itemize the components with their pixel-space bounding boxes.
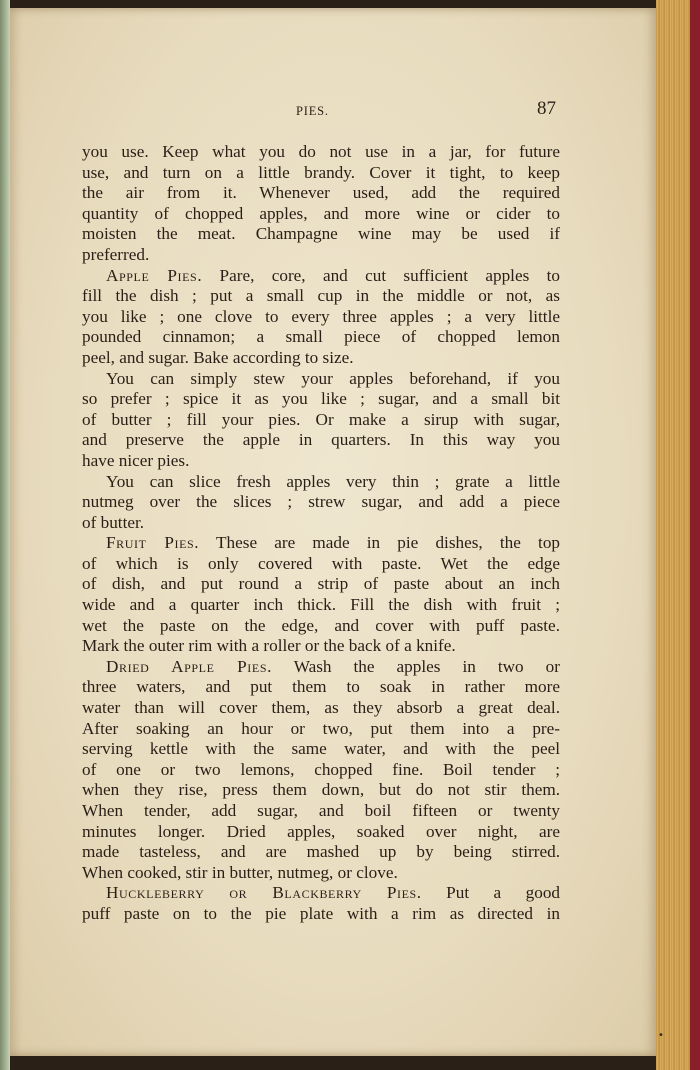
text-line: puff paste on to the pie plate with a rim as directed in <box>82 903 560 923</box>
text-line <box>82 657 560 678</box>
text-line: and preserve the apple in quarters. In this way you <box>82 430 560 450</box>
text-line: When cooked, stir in butter, nutmeg, or clove. <box>82 862 398 882</box>
text-run: These are made in pie dishes, the top <box>199 533 561 553</box>
page-header <box>80 98 560 122</box>
text-line: of butter. <box>82 512 145 532</box>
text-line: moisten the meat. Champagne wine may be used if <box>82 224 560 244</box>
page-number: 87 <box>537 98 556 119</box>
text-line: made tasteless, and are mashed up by being stirred. <box>82 842 560 862</box>
text-line <box>82 266 560 287</box>
text-run: Pare, core, and cut sufficient apples to <box>202 265 560 285</box>
text-line: quantity of chopped apples, and more wine or cider to <box>82 203 560 223</box>
section-heading: Fruit Pies. <box>106 533 200 553</box>
text-line: serving kettle with the same water, and with the peel <box>82 739 560 759</box>
text-line: nutmeg over the slices ; strew sugar, and add a piece <box>82 492 560 512</box>
section-heading: Huckleberry or Blackberry Pies. <box>106 883 422 903</box>
text-line: use, and turn on a little brandy. Cover it tight, to keep <box>82 162 560 182</box>
text-line: After soaking an hour or two, put them into a pre- <box>82 718 560 738</box>
text-line: Mark the outer rim with a roller or the back of a knife. <box>82 636 456 656</box>
text-line: preferred. <box>82 244 150 264</box>
cover-spine <box>690 0 700 1070</box>
section-heading: Apple Pies. <box>106 265 203 285</box>
text-line: have nicer pies. <box>82 450 190 470</box>
text-line <box>82 533 560 554</box>
running-head: PIES. <box>296 104 329 118</box>
text-line: wet the paste on the edge, and cover with puff paste. <box>82 615 560 635</box>
text-line: water than will cover them, as they absorb a great deal. <box>82 698 560 718</box>
text-line: When tender, add sugar, and boil fifteen or twenty <box>82 801 560 820</box>
text-line: You can simply stew your apples beforehand, if you <box>106 368 560 388</box>
text-line: of which is only covered with paste. Wet the edge <box>82 553 560 573</box>
section-heading: Dried Apple Pies. <box>106 656 272 676</box>
text-line: of dish, and put round a strip of paste about an inch <box>82 574 560 594</box>
page-corner-mark: • <box>658 1030 664 1041</box>
text-line: pounded cinnamon; a small piece of chopped lemon <box>82 327 560 347</box>
text-line: fill the dish ; put a small cup in the middle or not, as <box>82 286 560 306</box>
text-line: of butter ; fill your pies. Or make a sirup with sugar, <box>82 409 560 429</box>
text-line: minutes longer. Dried apples, soaked over night, are <box>82 821 560 841</box>
text-line: three waters, and put them to soak in rather more <box>82 677 560 697</box>
text-line: You can slice fresh apples very thin ; grate a little <box>106 471 560 491</box>
text-line: of one or two lemons, chopped fine. Boil tender ; <box>82 759 560 779</box>
text-line: you use. Keep what you do not use in a jar, for future <box>82 142 560 161</box>
text-line: so prefer ; spice it as you like ; sugar, and a small bit <box>82 389 560 409</box>
text-line <box>82 883 560 904</box>
text-line: you like ; one clove to every three apples ; a very little <box>82 306 560 326</box>
text-line: when they rise, press them down, but do not stir them. <box>82 780 560 800</box>
left-binding-edge <box>0 0 10 1070</box>
text-line: peel, and sugar. Bake according to size. <box>82 347 354 367</box>
text-run: Put a good <box>421 883 561 903</box>
text-line: wide and a quarter inch thick. Fill the dish with fruit ; <box>82 595 560 615</box>
text-run: Wash the apples in two or <box>272 656 560 676</box>
page-body <box>82 142 560 925</box>
text-line: the air from it. Whenever used, add the required <box>82 183 560 203</box>
